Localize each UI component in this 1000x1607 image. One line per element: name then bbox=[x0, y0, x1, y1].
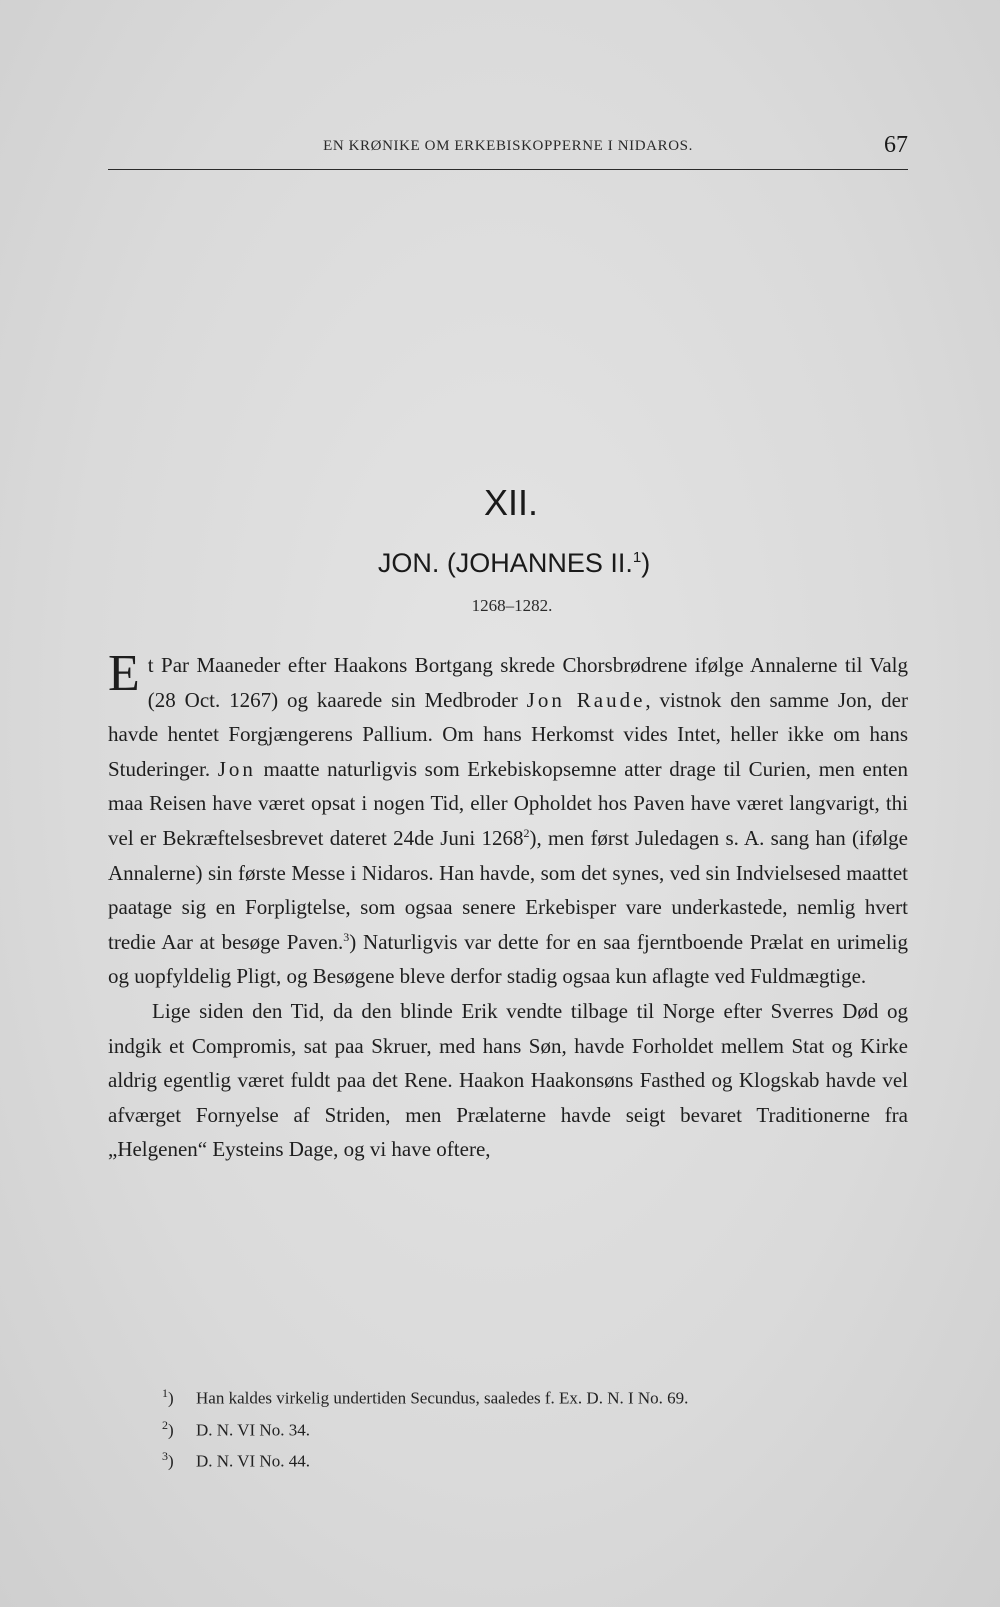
page-number: 67 bbox=[884, 132, 908, 158]
note-ref-3: 3 bbox=[343, 929, 350, 944]
name-jon: Jon bbox=[217, 756, 256, 781]
paragraph-1-seg2: , vistnok den samme Jon, der havde hentet Forgjængerens Pallium. Om hans Herkomst vides Intet, heller ikke om hans Studeringer. bbox=[108, 687, 908, 781]
name-jon-raude: Jon Raude bbox=[526, 687, 646, 712]
chapter-title-text: JON. (JOHANNES II. bbox=[377, 548, 633, 578]
chapter-years: 1268–1282. bbox=[471, 596, 553, 615]
note-ref-2: 2 bbox=[523, 825, 530, 840]
footnote-text: D. N. VI No. 34. bbox=[196, 1420, 310, 1440]
footnote-mark: $^2$) bbox=[162, 1417, 174, 1440]
paragraph-1 bbox=[108, 645, 908, 994]
paragraph-2: Lige siden den Tid, da den blinde Erik vendte tilbage til Norge efter Sverres Død og indgik et Compromis, sat paa Skruer, med hans Søn, havde Forholdet mellem Stat og Kirke aldrig egentlig været fuldt paa det Rene. Haakon Haakonsøns Fasthed og Klogskab havde vel afværget Fornyelse af Striden, men Prælaterne havde seigt bevaret Traditionerne fra „Helgenen“ Eysteins Dage, og vi have oftere, bbox=[108, 998, 908, 1162]
running-head bbox=[108, 132, 908, 172]
drop-cap: E bbox=[108, 645, 140, 702]
footnote bbox=[162, 1412, 922, 1444]
footnote bbox=[162, 1443, 922, 1475]
footnote-mark: $^1$) bbox=[162, 1386, 174, 1408]
footnote-mark-number: 1 bbox=[162, 1386, 168, 1400]
chapter-title bbox=[0, 548, 1000, 579]
paragraph-1-seg3: maatte naturligvis som Erkebiskopsemne atter drage til Curien, men enten maa Reisen have været opsat i nogen Tid, eller Opholdet hos Paven have været langvarigt, thi vel er Bekræftelsesbrevet dateret 24de Juni 1268 bbox=[108, 756, 908, 850]
footnote-mark-number: 2 bbox=[162, 1417, 168, 1432]
paragraph-1-seg1: t Par Maaneder efter Haakons Bortgang skrede Chorsbrødrene ifølge Annalerne til Valg (28 Oct. 1267) og kaarede sin Medbroder bbox=[147, 653, 908, 712]
footnote-mark: $^3$) bbox=[162, 1449, 174, 1471]
chapter-title-close: ) bbox=[641, 548, 651, 578]
running-title: EN KRØNIKE OM ERKEBISKOPPERNE I NIDAROS. bbox=[323, 138, 693, 154]
footnote bbox=[162, 1380, 922, 1412]
paragraph-1-seg4: ), men først Juledagen s. A. sang han (ifølge Annalerne) sin første Messe i Nidaros. Han havde, som det synes, ved sin Indvielsesed maattet paatage sig en Forpligtelse, som ogsaa senere Erkebisper vare underkastede, nemlig hvert tredie Aar at besøge Paven. bbox=[108, 825, 908, 954]
body-text bbox=[108, 645, 908, 1167]
chapter-title-note: 1 bbox=[632, 549, 642, 566]
header-rule bbox=[108, 169, 908, 170]
paragraph-1-seg5: ) Naturligvis var dette for en saa fjerntboende Prælat en urimelig og uopfyldelig Pligt, og Besøgene bleve derfor stadig ogsaa kun aflagte ved Fuldmægtige. bbox=[108, 929, 908, 989]
footnote-mark-number: 3 bbox=[162, 1449, 168, 1464]
footnotes bbox=[162, 1380, 922, 1475]
footnote-text: Han kaldes virkelig undertiden Secundus, saaledes f. Ex. D. N. I No. 69. bbox=[196, 1388, 689, 1408]
chapter-number: XII. bbox=[483, 482, 539, 523]
footnote-text: D. N. VI No. 44. bbox=[196, 1451, 310, 1471]
